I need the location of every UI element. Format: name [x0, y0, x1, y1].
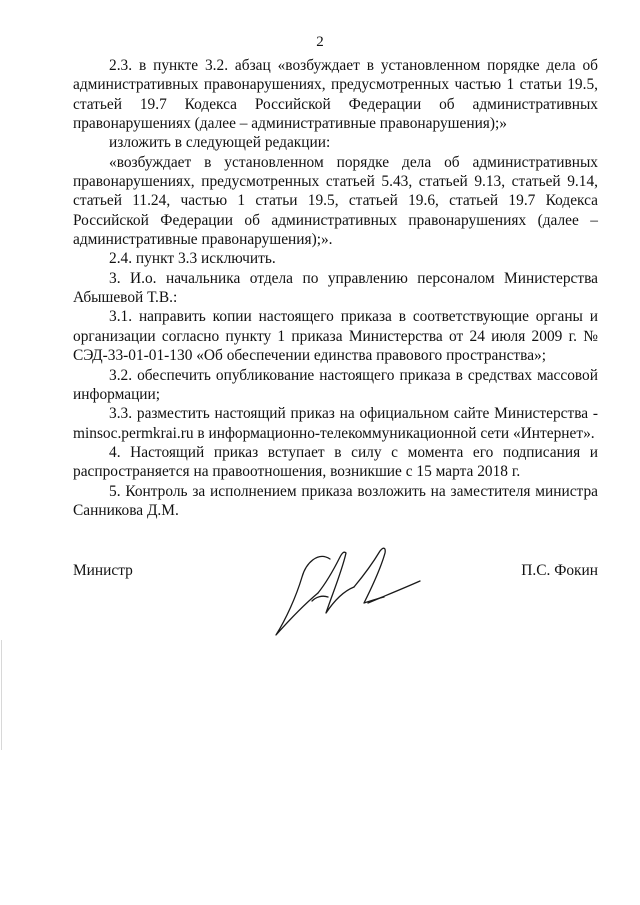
handwritten-signature [272, 541, 432, 641]
signatory-title: Министр [73, 562, 133, 579]
paragraph-3-1: 3.1. направить копии настоящего приказа в соответствующие органы и организации согласно пункту 1 приказа Министерства от 24 июля 2009 г. № СЭД-33-01-01-130 «Об обеспечении единства правового пространства»; [73, 308, 598, 365]
paragraph-new-wording: «возбуждает в установленном порядке дела об административных правонарушениях, предусмотренных статьей 5.43, статьей 9.13, статьей 9.14, статьей 11.24, частью 1 статьи 19.5, статьей 19.6, статьей 19.7 Кодекса Российской Федерации об административных правонарушениях (далее – административные правонарушения);». [73, 153, 598, 249]
signatory-name: П.С. Фокин [521, 562, 598, 579]
paragraph-3-3: 3.3. разместить настоящий приказ на официальном сайте Министерства - minsoc.permkrai.ru в информационно-телекоммуникационной сети «Интернет». [73, 405, 598, 442]
paragraph-3-2: 3.2. обеспечить опубликование настоящего приказа в средствах массовой информации; [73, 366, 598, 403]
paragraph-edit-instruction: изложить в следующей редакции: [109, 134, 331, 152]
paragraph-5: 5. Контроль за исполнением приказа возложить на заместителя министра Санникова Д.М. [73, 482, 598, 519]
paragraph-2-3: 2.3. в пункте 3.2. абзац «возбуждает в установленном порядке дела об административных правонарушениях, предусмотренных частью 1 статьи 19.5, статьей 19.7 Кодекса Российской Федерации об административных правонарушениях (далее – административные правонарушения);» [73, 57, 598, 133]
paragraph-4: 4. Настоящий приказ вступает в силу с момента его подписания и распространяется на правоотношения, возникшие с 15 марта 2018 г. [73, 443, 598, 481]
paragraph-2-4: 2.4. пункт 3.3 исключить. [109, 250, 276, 268]
paragraph-3: 3. И.о. начальника отдела по управлению персоналом Министерства Абышевой Т.В.: [73, 269, 598, 307]
scan-margin-line [1, 640, 2, 750]
page-number: 2 [316, 34, 324, 50]
document-body [73, 56, 598, 520]
